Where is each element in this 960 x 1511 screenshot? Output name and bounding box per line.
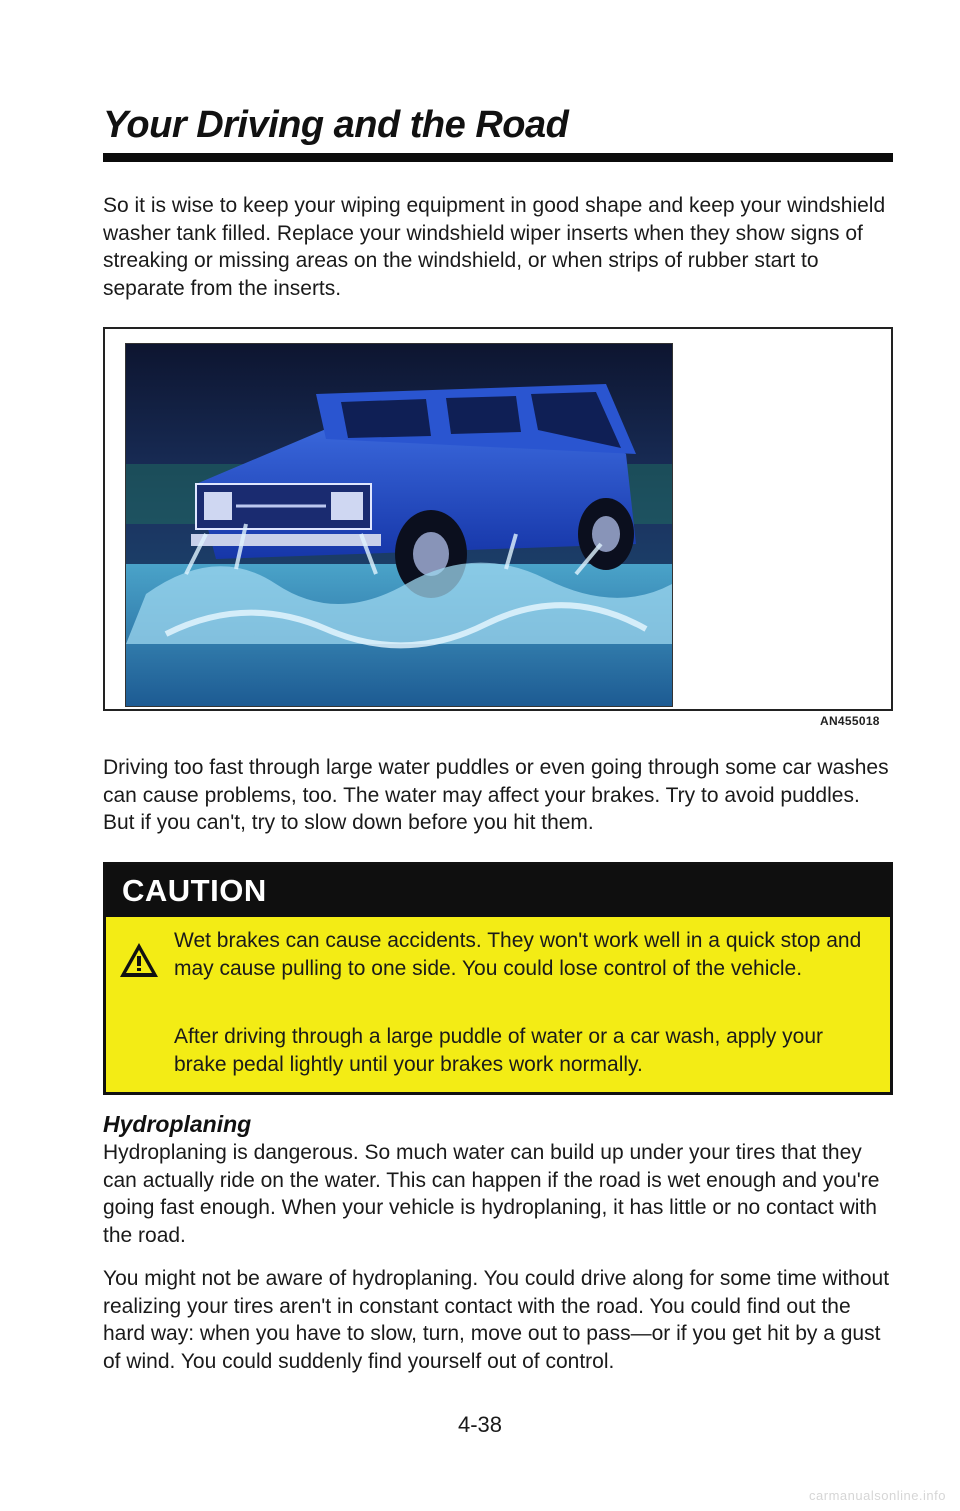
caution-box bbox=[103, 862, 893, 1095]
warning-triangle-icon bbox=[118, 941, 160, 979]
page-number: 4-38 bbox=[457, 1412, 503, 1437]
title-rule bbox=[103, 153, 893, 162]
page-title: Your Driving and the Road bbox=[103, 104, 569, 146]
hydroplaning-paragraph: Hydroplaning is dangerous. So much water can build up under your tires that they can actually ride on the water. This can happen if the road is wet enough and you're going fast enough. When your vehicle is hydroplaning, it has little or no contact with the road. bbox=[103, 1141, 880, 1247]
caution-text-apply-brakes: After driving through a large puddle of water or a car wash, apply your brake pedal lightly until your brakes work normally. bbox=[174, 1025, 824, 1076]
figure-box bbox=[103, 327, 893, 711]
hydroplaning-heading: Hydroplaning bbox=[103, 1111, 252, 1137]
awareness-paragraph: You might not be aware of hydroplaning. You could drive along for some time without realizing your tires aren't in constant contact with the road. You could find out the hard way: when you have to slow, turn, move out to pass—or if you get hit by a gust of wind. You could suddenly find yourself out of control. bbox=[103, 1267, 890, 1373]
caution-text-wet-brakes: Wet brakes can cause accidents. They won't work well in a quick stop and may cause pulling to one side. You could lose control of the vehicle. bbox=[174, 929, 862, 980]
puddles-paragraph: Driving too fast through large water puddles or even going through some car washes can cause problems, too. The water may affect your brakes. Try to avoid puddles. But if you can't, try to slow down before you hit them. bbox=[103, 756, 889, 834]
watermark: carmanualsonline.info bbox=[809, 1488, 946, 1503]
figure-code: AN455018 bbox=[820, 714, 880, 728]
vehicle-splashing-illustration bbox=[125, 343, 673, 707]
intro-paragraph: So it is wise to keep your wiping equipment in good shape and keep your windshield washer tank filled. Replace your windshield wiper inserts when they show signs of streaking or missing areas on the windshield, or when strips of rubber start to separate from the inserts. bbox=[103, 194, 886, 300]
caution-header: CAUTION bbox=[106, 865, 890, 917]
